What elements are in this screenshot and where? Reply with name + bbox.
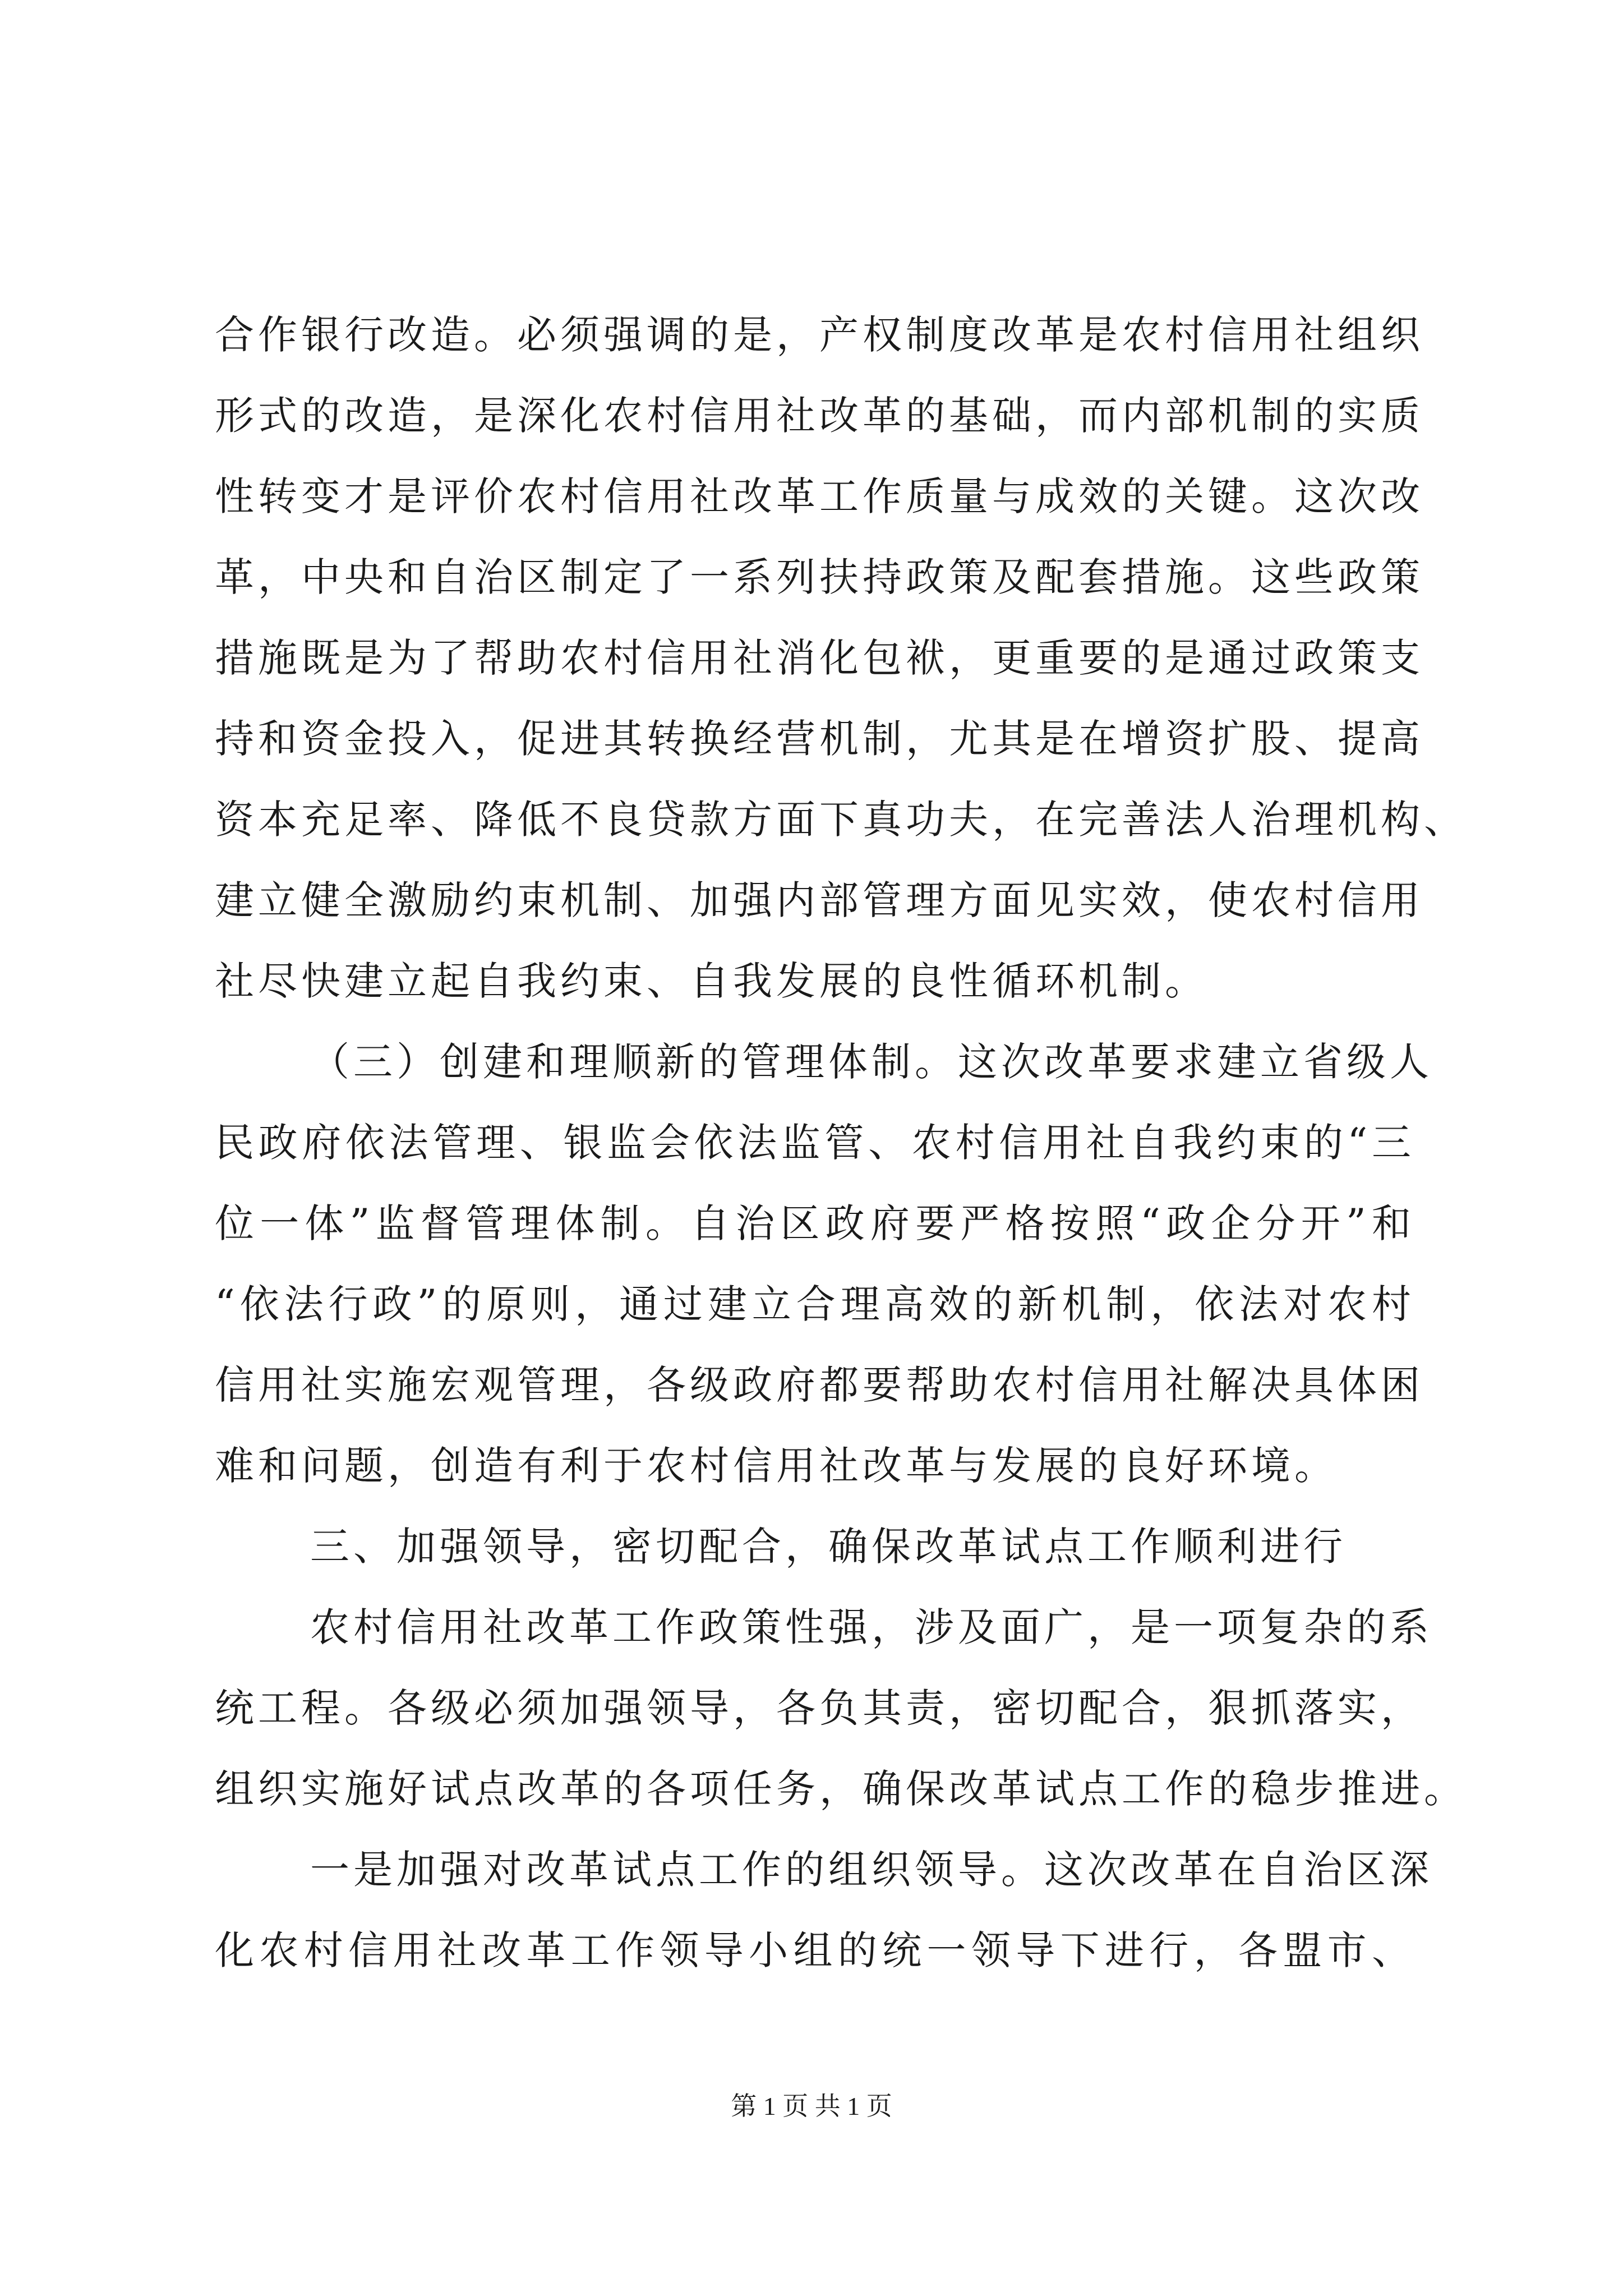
page-footer bbox=[0, 2090, 1623, 2123]
text-line: 统工程。各级必须加强领导，各负其责，密切配合，狠抓落实， bbox=[215, 1685, 1424, 1731]
text-line: 性转变才是评价农村信用社改革工作质量与成效的关键。这次改 bbox=[215, 473, 1424, 519]
section-heading: （三）创建和理顺新的管理体制。这次改革要求建立省级人 bbox=[310, 1039, 1433, 1085]
chapter-heading: 三、加强领导，密切配合，确保改革试点工作顺利进行 bbox=[310, 1524, 1347, 1570]
text-line: 持和资金投入，促进其转换经营机制，尤其是在增资扩股、提高 bbox=[215, 716, 1424, 762]
text-line: 信用社实施宏观管理，各级政府都要帮助农村信用社解决具体困 bbox=[215, 1362, 1424, 1408]
text-line: “依法行政”的原则，通过建立合理高效的新机制，依法对农村 bbox=[215, 1281, 1415, 1327]
text-line: 组织实施好试点改革的各项任务，确保改革试点工作的稳步推进。 bbox=[215, 1766, 1467, 1812]
text-line: 化农村信用社改革工作领导小组的统一领导下进行，各盟市、 bbox=[215, 1927, 1415, 1973]
text-line: 形式的改造，是深化农村信用社改革的基础，而内部机制的实质 bbox=[215, 393, 1424, 439]
body-text bbox=[215, 295, 1467, 1991]
text-line: 资本充足率、降低不良贷款方面下真功夫，在完善法人治理机构、 bbox=[215, 797, 1467, 843]
text-line: 难和问题，创造有利于农村信用社改革与发展的良好环境。 bbox=[215, 1443, 1338, 1489]
text-line: 农村信用社改革工作政策性强，涉及面广，是一项复杂的系 bbox=[310, 1604, 1433, 1650]
text-line: 建立健全激励约束机制、加强内部管理方面见实效，使农村信用 bbox=[215, 877, 1424, 923]
text-line: 社尽快建立起自我约束、自我发展的良性循环机制。 bbox=[215, 958, 1208, 1004]
text-line: 民政府依法管理、银监会依法监管、农村信用社自我约束的“三 bbox=[215, 1120, 1415, 1166]
text-line: 位一体”监督管理体制。自治区政府要严格按照“政企分开”和 bbox=[215, 1200, 1415, 1246]
page-number: 第 1 页 共 1 页 bbox=[731, 2092, 892, 2120]
text-line: 革，中央和自治区制定了一系列扶持政策及配套措施。这些政策 bbox=[215, 554, 1424, 600]
text-line: 合作银行改造。必须强调的是，产权制度改革是农村信用社组织 bbox=[215, 312, 1424, 358]
text-line: 措施既是为了帮助农村信用社消化包袱，更重要的是通过政策支 bbox=[215, 635, 1424, 681]
text-line: 一是加强对改革试点工作的组织领导。这次改革在自治区深 bbox=[310, 1847, 1433, 1893]
